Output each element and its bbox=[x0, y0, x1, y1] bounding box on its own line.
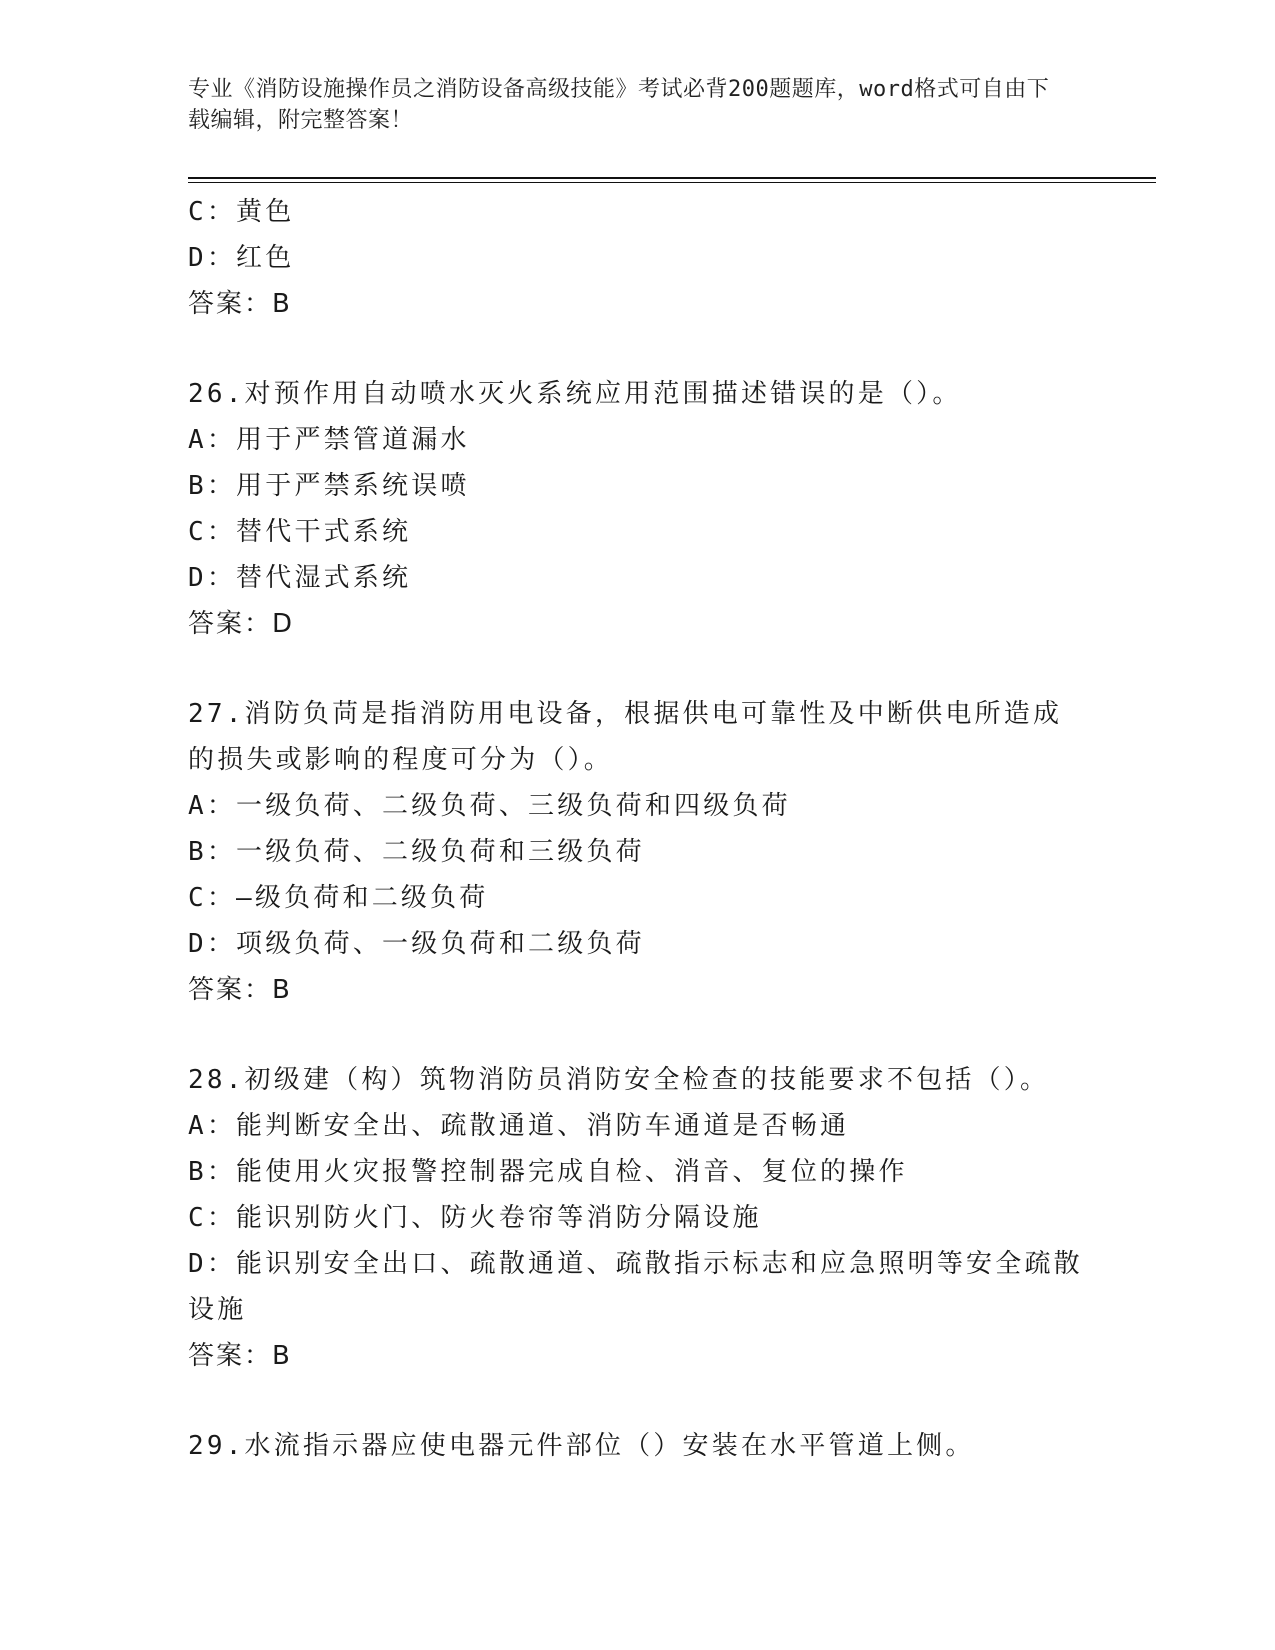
answer-line: 答案：B bbox=[188, 289, 292, 319]
option-d: D：能识别安全出口、疏散通道、疏散指示标志和应急照明等安全疏散设施 bbox=[188, 1249, 1083, 1325]
block-spacer bbox=[188, 327, 1088, 371]
header-divider-thick bbox=[188, 177, 1156, 179]
question-content bbox=[188, 189, 1088, 1469]
option-c: C：—级负荷和二级负荷 bbox=[188, 883, 489, 913]
question-text: 29.水流指示器应使电器元件部位（）安装在水平管道上侧。 bbox=[188, 1431, 975, 1461]
option-d: D：替代湿式系统 bbox=[188, 563, 412, 593]
option-d: D：红色 bbox=[188, 243, 295, 273]
option-a: A：一级负荷、二级负荷、三级负荷和四级负荷 bbox=[188, 791, 791, 821]
answer-line: 答案：B bbox=[188, 1341, 292, 1371]
question-block-26 bbox=[188, 371, 1088, 647]
option-c: C：黄色 bbox=[188, 197, 295, 227]
option-a: A：能判断安全出、疏散通道、消防车通道是否畅通 bbox=[188, 1111, 850, 1141]
block-spacer bbox=[188, 647, 1088, 691]
option-c: C：能识别防火门、防火卷帘等消防分隔设施 bbox=[188, 1203, 762, 1233]
question-block-27 bbox=[188, 691, 1088, 1013]
answer-line: 答案：D bbox=[188, 609, 295, 639]
block-spacer bbox=[188, 1379, 1088, 1423]
answer-line: 答案：B bbox=[188, 975, 292, 1005]
option-b: B：用于严禁系统误喷 bbox=[188, 471, 470, 501]
option-a: A：用于严禁管道漏水 bbox=[188, 425, 470, 455]
option-c: C：替代干式系统 bbox=[188, 517, 412, 547]
question-block-29 bbox=[188, 1423, 1088, 1469]
question-text: 28.初级建（构）筑物消防员消防安全检查的技能要求不包括（）。 bbox=[188, 1065, 1050, 1095]
header-divider-thin bbox=[188, 182, 1156, 183]
option-d: D：项级负荷、一级负荷和二级负荷 bbox=[188, 929, 645, 959]
option-b: B：能使用火灾报警控制器完成自检、消音、复位的操作 bbox=[188, 1157, 908, 1187]
block-spacer bbox=[188, 1013, 1088, 1057]
question-block-25-tail bbox=[188, 189, 1088, 327]
question-text: 26.对预作用自动喷水灭火系统应用范围描述错误的是（）。 bbox=[188, 379, 962, 409]
question-text: 27.消防负苘是指消防用电设备，根据供电可靠性及中断供电所造成的损失或影响的程度可分为（）。 bbox=[188, 699, 1063, 775]
option-b: B：一级负荷、二级负荷和三级负荷 bbox=[188, 837, 645, 867]
document-header: 专业《消防设施操作员之消防设备高级技能》考试必背200题题库，word格式可自由下载编辑，附完整答案！ bbox=[188, 77, 1050, 133]
question-block-28 bbox=[188, 1057, 1088, 1379]
